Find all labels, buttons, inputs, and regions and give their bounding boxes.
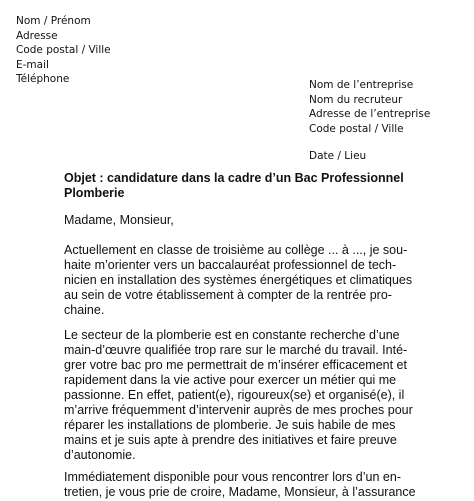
paragraph-line: chaine. (64, 303, 105, 317)
sender-address: Adresse (16, 29, 58, 42)
subject-line-1: Objet : candidature dans la cadre d’un Bac Professionnel (64, 171, 404, 185)
paragraph-closing (64, 470, 464, 500)
paragraph-line: haite m’orienter vers un baccalauréat professionnel de tech- (64, 258, 397, 272)
recipient-address: Adresse de l’entreprise (309, 108, 431, 120)
sender-phone: Téléphone (16, 73, 70, 85)
subject-line-2: Plomberie (64, 186, 125, 200)
sender-postal-city: Code postal / Ville (16, 44, 111, 56)
paragraph-line: passionne. En effet, patient(e), rigoureux(se) et organisé(e), il (64, 388, 405, 402)
salutation: Madame, Monsieur, (64, 213, 174, 227)
recipient-company: Nom de l’entreprise (309, 79, 414, 91)
paragraph-line: au sein de votre établissement à compter de la rentrée pro- (64, 288, 392, 302)
recipient-block (309, 78, 430, 136)
recipient-postal-city: Code postal / Ville (309, 122, 404, 135)
paragraph-line: mains et je suis apte à prendre des initiatives et faire preuve (64, 433, 397, 447)
paragraph-line: réparer les installations de plomberie. Je suis habile de mes (64, 418, 396, 432)
paragraph-line: rapidement dans la vie active pour exercer un métier qui me (64, 373, 397, 387)
paragraph-line: m’arrive fréquemment d’intervenir auprès de mes proches pour (64, 403, 413, 417)
paragraph-line: Immédiatement disponible pour vous rencontrer lors d’un en- (64, 470, 401, 484)
recipient-recruiter: Nom du recruteur (309, 93, 403, 106)
paragraph-line: main-d’œuvre qualifiée trop rare sur le marché du travail. Inté- (64, 343, 408, 357)
sender-name: Nom / Prénom (16, 15, 91, 27)
paragraph-intro (64, 243, 464, 318)
paragraph-line: grer votre bac pro me permettrait de m’insérer efficacement et (64, 358, 407, 372)
sender-email: E-mail (16, 58, 49, 71)
paragraph-line: nicien en installation des systèmes énergétiques et climatiques (64, 273, 413, 287)
date-place: Date / Lieu (309, 150, 367, 162)
paragraph-motivation (64, 328, 464, 463)
paragraph-line: tretien, je vous prie de croire, Madame, Monsieur, à l’assurance (64, 485, 416, 499)
subject-line (64, 171, 464, 201)
paragraph-line: Actuellement en classe de troisième au collège ... à ..., je sou- (64, 243, 408, 257)
paragraph-line: d’autonomie. (64, 448, 136, 462)
sender-block (16, 14, 111, 87)
paragraph-line: Le secteur de la plomberie est en constante recherche d’une (64, 328, 400, 342)
